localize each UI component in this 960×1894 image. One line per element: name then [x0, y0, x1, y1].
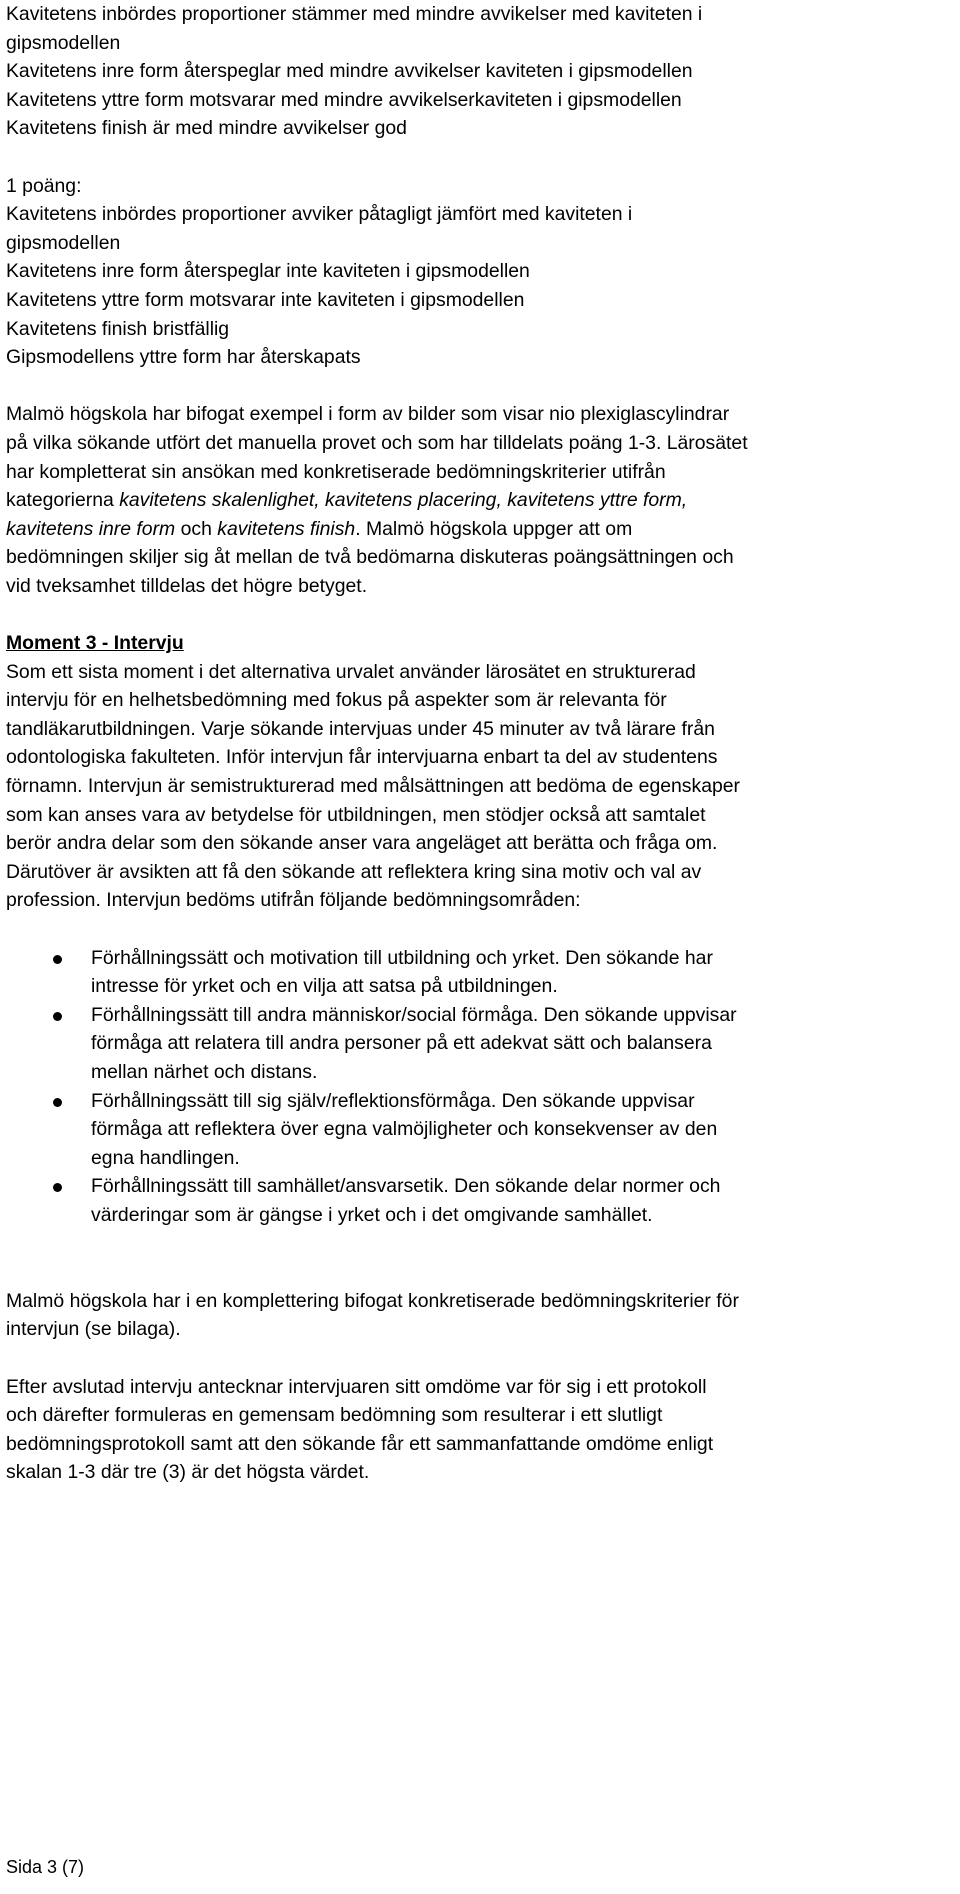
- paragraph-line: [6, 486, 954, 515]
- page-number: Sida 3 (7): [6, 1857, 85, 1877]
- document-page: [6, 0, 954, 1487]
- section-moment-3: [6, 629, 954, 915]
- paragraph-line: på vilka sökande utfört det manuella provet och som har tilldelats poäng 1-3. Lärosätet: [6, 431, 748, 454]
- paragraph-line: berör andra delar som den sökande anser vara angeläget att berätta och fråga om.: [6, 832, 718, 855]
- paragraph-line: Efter avslutad intervju antecknar intervjuaren sitt omdöme var för sig i ett protokoll: [6, 1375, 707, 1398]
- spacer: [6, 1258, 954, 1287]
- spacer: [6, 915, 954, 944]
- paragraph-komplettering: [6, 1287, 954, 1344]
- criteria-line: Kavitetens inre form återspeglar inte kaviteten i gipsmodellen: [6, 260, 530, 283]
- bullet-icon: [53, 1012, 62, 1021]
- criteria-line: gipsmodellen: [6, 31, 121, 54]
- criteria-top: [6, 0, 954, 143]
- assessment-areas-list: [6, 944, 954, 1230]
- one-point-block: [6, 172, 954, 372]
- paragraph-line: förnamn. Intervjun är semistrukturerad med målsättningen att bedöma de egenskaper: [6, 775, 741, 798]
- bullet-icon: [53, 1098, 62, 1107]
- spacer: [6, 143, 954, 172]
- list-item-line: intresse för yrket och en vilja att satsa på utbildningen.: [91, 975, 558, 998]
- spacer: [6, 372, 954, 401]
- paragraph-line: och därefter formuleras en gemensam bedömning som resulterar i ett slutligt: [6, 1404, 663, 1427]
- bullet-icon: [53, 1183, 62, 1192]
- bullet-icon: [53, 955, 62, 964]
- criteria-line: Kavitetens finish bristfällig: [6, 317, 230, 340]
- list-item-line: värderingar som är gängse i yrket och i det omgivande samhället.: [91, 1203, 653, 1226]
- paragraph-line: tandläkarutbildningen. Varje sökande intervjuas under 45 minuter av två lärare från: [6, 717, 715, 740]
- list-item-line: Förhållningssätt till andra människor/social förmåga. Den sökande uppvisar: [91, 1003, 737, 1026]
- paragraph-line: skalan 1-3 där tre (3) är det högsta värdet.: [6, 1461, 370, 1484]
- criteria-line: Kavitetens yttre form motsvarar inte kaviteten i gipsmodellen: [6, 288, 525, 311]
- paragraph-line: Därutöver är avsikten att få den sökande att reflektera kring sina motiv och val av: [6, 860, 702, 883]
- list-item-line: egna handlingen.: [91, 1146, 240, 1169]
- list-item-line: Förhållningssätt och motivation till utbildning och yrket. Den sökande har: [91, 946, 713, 969]
- paragraph-line: odontologiska fakulteten. Inför intervjun får intervjuarna enbart ta del av studentens: [6, 746, 718, 769]
- criteria-line: Kavitetens inre form återspeglar med mindre avvikelser kaviteten i gipsmodellen: [6, 60, 693, 83]
- paragraph-line: [6, 515, 954, 544]
- list-item-line: Förhållningssätt till sig själv/reflektionsförmåga. Den sökande uppvisar: [91, 1089, 695, 1112]
- criteria-line: Kavitetens inbördes proportioner stämmer med mindre avvikelser med kaviteten i: [6, 3, 703, 25]
- spacer: [6, 600, 954, 629]
- list-item-line: förmåga att relatera till andra personer på ett adekvat sätt och balansera: [91, 1032, 712, 1055]
- criteria-line: Gipsmodellens yttre form har återskapats: [6, 346, 361, 369]
- list-item: [6, 1172, 954, 1229]
- text-run: och: [175, 517, 218, 540]
- text-run: . Malmö högskola uppger att om: [355, 517, 633, 540]
- paragraph-line: bedömningen skiljer sig åt mellan de två bedömarna diskuteras poängsättningen och: [6, 546, 734, 569]
- paragraph-line: vid tveksamhet tilldelas det högre betyget.: [6, 574, 368, 597]
- paragraph-line: har kompletterat sin ansökan med konkretiserade bedömningskriterier utifrån: [6, 460, 666, 483]
- criteria-line: Kavitetens yttre form motsvarar med mindre avvikelserkaviteten i gipsmodellen: [6, 88, 682, 111]
- criteria-line: Kavitetens finish är med mindre avvikelser god: [6, 117, 407, 140]
- list-item: [6, 944, 954, 1001]
- paragraph-line: Som ett sista moment i det alternativa urvalet använder lärosätet en strukturerad: [6, 660, 696, 683]
- one-point-heading: 1 poäng:: [6, 174, 82, 197]
- list-item: [6, 1087, 954, 1173]
- paragraph-line: intervju för en helhetsbedömning med fokus på aspekter som är relevanta för: [6, 689, 667, 712]
- section-heading: Moment 3 - Intervju: [6, 632, 184, 655]
- criteria-line: Kavitetens inbördes proportioner avviker påtagligt jämfört med kaviteten i: [6, 203, 633, 226]
- list-item: [6, 1001, 954, 1087]
- list-item-line: förmåga att reflektera över egna valmöjligheter och konsekvenser av den: [91, 1118, 718, 1141]
- paragraph-line: som kan anses vara av betydelse för utbildningen, men stödjer också att samtalet: [6, 803, 706, 826]
- spacer: [6, 1230, 954, 1259]
- italic-run: kavitetens skalenlighet, kavitetens placering, kavitetens yttre form,: [119, 489, 688, 512]
- list-item-line: Förhållningssätt till samhället/ansvarsetik. Den sökande delar normer och: [91, 1175, 721, 1198]
- criteria-line: gipsmodellen: [6, 231, 121, 254]
- paragraph-plexiglas: [6, 400, 954, 600]
- paragraph-line: Malmö högskola har i en komplettering bifogat konkretiserade bedömningskriterier för: [6, 1289, 739, 1312]
- paragraph-line: Malmö högskola har bifogat exempel i form av bilder som visar nio plexiglascylindrar: [6, 403, 730, 426]
- paragraph-line: profession. Intervjun bedöms utifrån följande bedömningsområden:: [6, 889, 581, 912]
- paragraph-line: bedömningsprotokoll samt att den sökande får ett sammanfattande omdöme enligt: [6, 1432, 714, 1455]
- paragraph-protokoll: [6, 1373, 954, 1487]
- paragraph-line: intervjun (se bilaga).: [6, 1318, 181, 1341]
- text-run: kategorierna: [6, 489, 120, 512]
- spacer: [6, 1344, 954, 1373]
- page-footer: [6, 1855, 84, 1879]
- italic-run: kavitetens finish: [217, 517, 356, 540]
- italic-run: kavitetens inre form: [6, 517, 176, 540]
- list-item-line: mellan närhet och distans.: [91, 1060, 318, 1083]
